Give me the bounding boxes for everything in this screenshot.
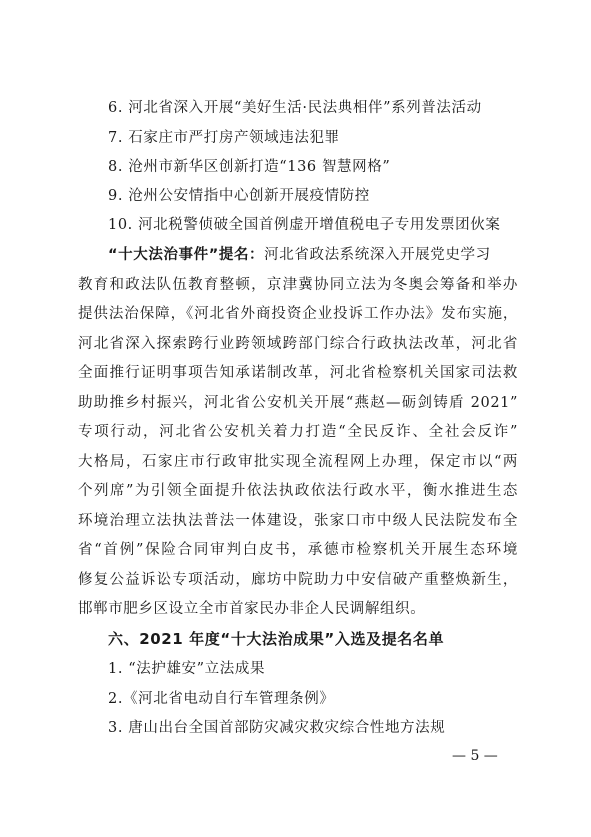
- list-item: 3. 唐山出台全国首部防灾减灾救灾综合性地方法规: [108, 720, 446, 736]
- paragraph-line: 提供法治保障，《河北省外商投资企业投诉工作办法》发布实施，: [78, 306, 518, 322]
- paragraph-line: 专项行动，河北省公安机关着力打造“全民反诈、全社会反诈”: [78, 424, 518, 440]
- nominee-label: “十大法治事件”提名：: [108, 247, 265, 263]
- nominee-text: 河北省政法系统深入开展党史学习: [264, 247, 491, 263]
- paragraph-line: 助助推乡村振兴，河北省公安机关开展“燕赵—砺剑铸盾 2021”: [78, 395, 518, 411]
- list-item: 6. 河北省深入开展“美好生活·民法典相伴”系列普法活动: [108, 100, 482, 116]
- paragraph-line: 环境治理立法执法普法一体建设，张家口市中级人民法院发布全: [78, 513, 518, 529]
- list-item: 2.《河北省电动自行车管理条例》: [108, 691, 335, 707]
- list-item: 1. “法护雄安”立法成果: [108, 661, 266, 677]
- nominee-paragraph-first-line: [108, 245, 491, 265]
- section-heading: 六、2021 年度“十大法治成果”入选及提名名单: [108, 630, 445, 648]
- page-number: — 5 —: [452, 748, 498, 764]
- list-item: 9. 沧州公安情指中心创新开展疫情防控: [108, 188, 370, 204]
- paragraph-line: 全面推行证明事项告知承诺制改革，河北省检察机关国家司法救: [78, 365, 518, 381]
- list-item: 7. 石家庄市严打房产领域违法犯罪: [108, 130, 340, 146]
- paragraph-line: 个列席”为引领全面提升依法执政依法行政水平，衡水推进生态: [78, 483, 518, 499]
- paragraph-line: 大格局，石家庄市行政审批实现全流程网上办理，保定市以“两: [78, 454, 518, 470]
- paragraph-line: 修复公益诉讼专项活动，廊坊中院助力中安信破产重整焕新生，: [78, 572, 518, 588]
- list-item: 8. 沧州市新华区创新打造“136 智慧网格”: [108, 159, 391, 175]
- paragraph-line: 省“首例”保险合同审判白皮书，承德市检察机关开展生态环境: [78, 542, 518, 558]
- paragraph-line: 教育和政法队伍教育整顿，京津冀协同立法为冬奥会筹备和举办: [78, 277, 518, 293]
- paragraph-line: 邯郸市肥乡区设立全市首家民办非企人民调解组织。: [78, 601, 426, 617]
- list-item: 10. 河北税警侦破全国首例虚开增值税电子专用发票团伙案: [108, 217, 501, 233]
- paragraph-line: 河北省深入探索跨行业跨领域跨部门综合行政执法改革，河北省: [78, 336, 518, 352]
